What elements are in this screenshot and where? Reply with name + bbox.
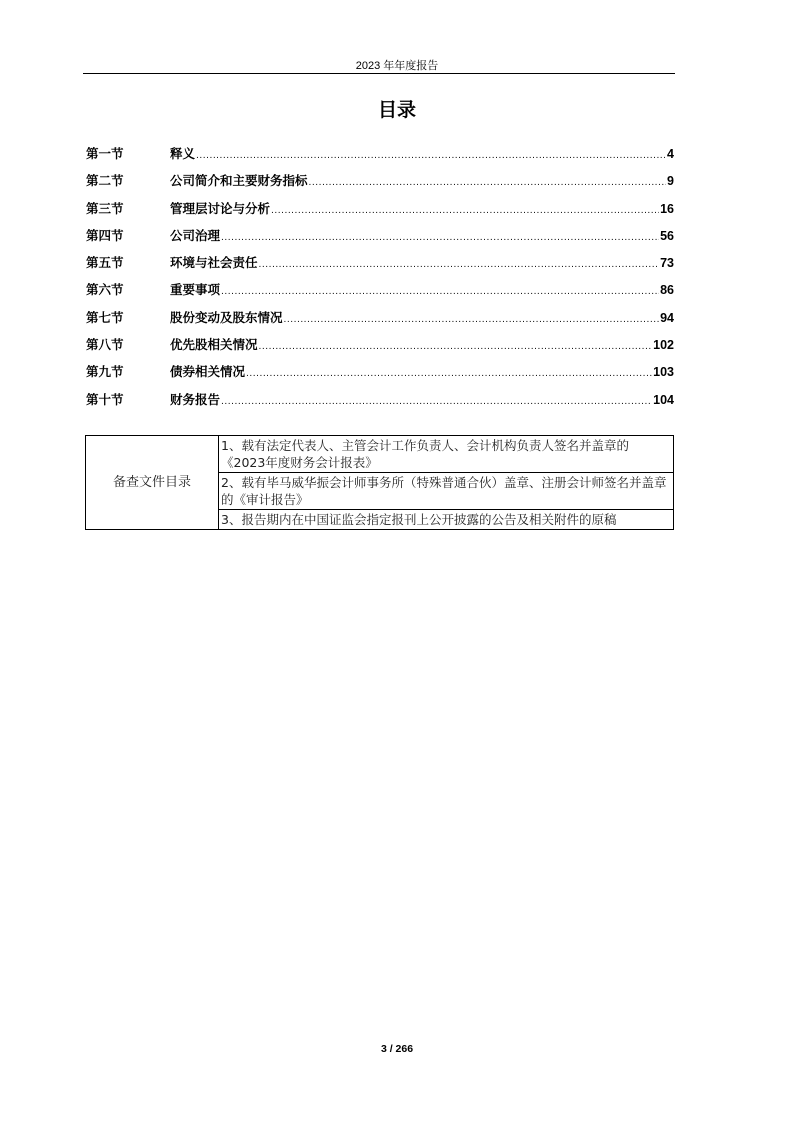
toc-entry[interactable] — [86, 390, 674, 417]
toc-section-number: 第八节 — [86, 337, 124, 353]
toc-section-number: 第七节 — [86, 309, 124, 325]
toc-section-title: 债券相关情况 — [170, 364, 246, 380]
toc-page-number: 73 — [660, 256, 674, 271]
toc-entry[interactable] — [86, 335, 674, 362]
running-header: 2023 年年度报告 — [355, 60, 439, 72]
toc-section-title: 公司治理 — [170, 227, 221, 243]
toc-section-number: 第九节 — [86, 364, 124, 380]
toc-section-number: 第十节 — [86, 391, 124, 407]
reference-doc-item: 2、载有毕马威华振会计师事务所（特殊普通合伙）盖章、注册会计师签名并盖章的《审计报告》 — [219, 473, 674, 510]
reference-doc-item: 1、载有法定代表人、主管会计工作负责人、会计机构负责人签名并盖章的《2023年度财务会计报表》 — [219, 436, 674, 473]
page-title: 目录 — [377, 99, 416, 121]
toc-page-number: 16 — [660, 201, 674, 216]
page-indicator: 3 / 266 — [380, 1043, 414, 1055]
toc-leader-dots — [221, 397, 652, 407]
toc-section-title: 释义 — [170, 146, 196, 161]
toc-section-title: 股份变动及股东情况 — [170, 309, 283, 325]
toc-entry[interactable] — [86, 171, 674, 198]
toc-entry[interactable] — [86, 144, 674, 171]
reference-doc-item: 3、报告期内在中国证监会指定报刊上公开披露的公告及相关附件的原稿 — [219, 510, 674, 530]
toc-section-title: 优先股相关情况 — [170, 337, 258, 353]
table-row — [86, 436, 674, 473]
toc-leader-dots — [196, 151, 666, 161]
toc-leader-dots — [259, 260, 660, 270]
toc-entry[interactable] — [86, 199, 674, 226]
table-of-contents — [86, 144, 674, 417]
toc-section-number: 第三节 — [86, 200, 124, 216]
toc-section-title: 财务报告 — [170, 391, 221, 407]
toc-leader-dots — [271, 206, 659, 216]
toc-entry[interactable] — [86, 280, 674, 307]
toc-leader-dots — [221, 233, 659, 243]
toc-leader-dots — [221, 287, 659, 297]
toc-leader-dots — [259, 342, 653, 352]
reference-docs-label: 备查文件目录 — [86, 436, 219, 530]
toc-section-number: 第一节 — [86, 146, 124, 161]
toc-page-number: 104 — [653, 392, 674, 407]
toc-page-number: 56 — [660, 228, 674, 243]
toc-page-number: 4 — [667, 147, 674, 161]
toc-page-number: 102 — [653, 338, 674, 353]
toc-page-number: 86 — [660, 283, 674, 298]
toc-entry[interactable] — [86, 362, 674, 389]
toc-entry[interactable] — [86, 308, 674, 335]
toc-entry[interactable] — [86, 253, 674, 280]
toc-page-number: 103 — [653, 365, 674, 380]
toc-section-title: 环境与社会责任 — [170, 255, 258, 271]
header-divider — [83, 73, 675, 74]
toc-page-number: 9 — [667, 174, 674, 189]
toc-leader-dots — [246, 369, 652, 379]
toc-section-number: 第六节 — [86, 282, 124, 298]
toc-entry[interactable] — [86, 226, 674, 253]
reference-documents-table — [85, 435, 674, 530]
toc-section-number: 第五节 — [86, 255, 124, 271]
toc-section-title: 重要事项 — [170, 282, 221, 298]
toc-section-title: 公司简介和主要财务指标 — [170, 173, 308, 189]
toc-section-number: 第四节 — [86, 227, 124, 243]
toc-leader-dots — [309, 178, 667, 188]
toc-section-number: 第二节 — [86, 173, 124, 189]
toc-section-title: 管理层讨论与分析 — [170, 200, 271, 216]
toc-page-number: 94 — [660, 310, 674, 325]
toc-leader-dots — [284, 315, 660, 325]
